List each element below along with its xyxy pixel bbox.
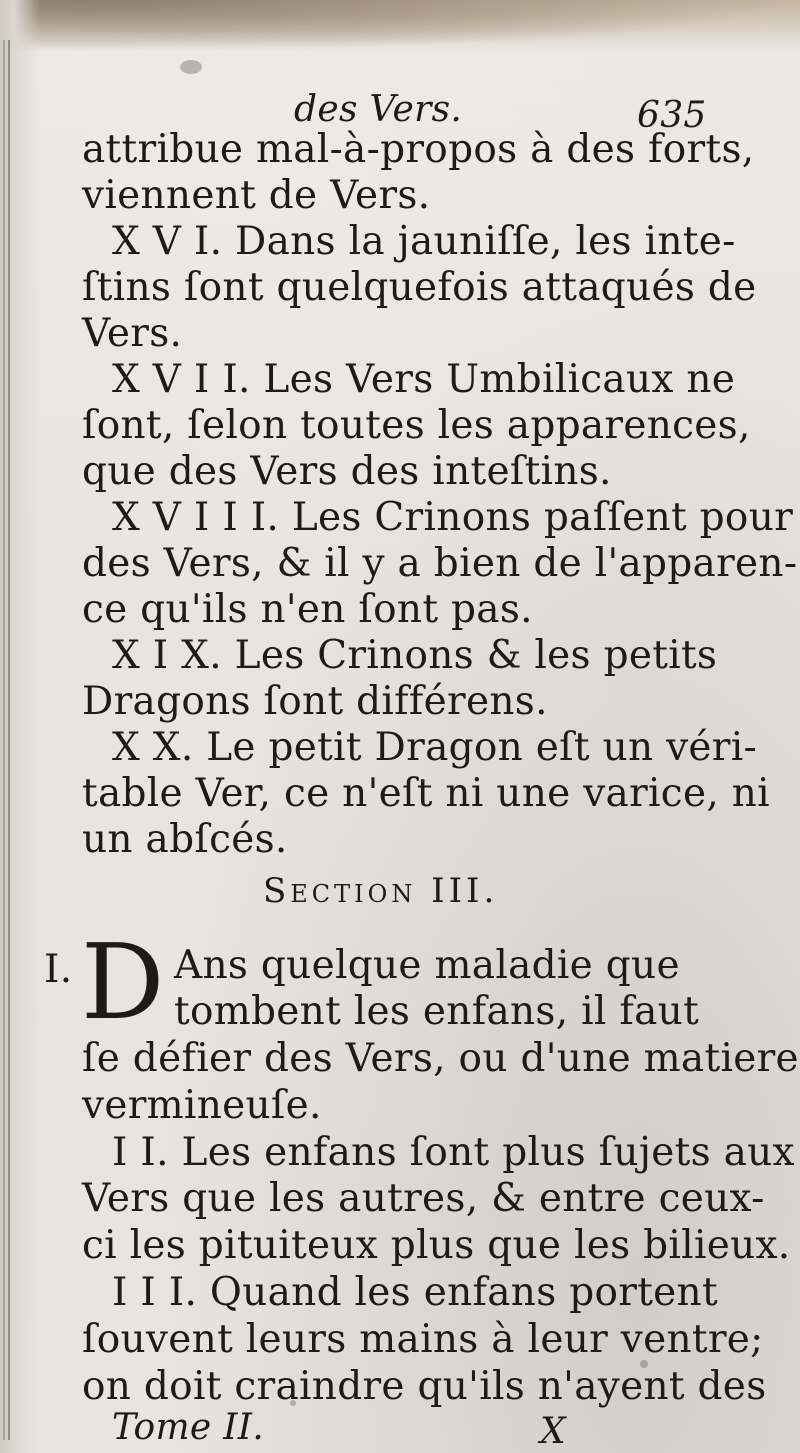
text-line: viennent de Vers. bbox=[82, 173, 431, 218]
text-line: ſouvent leurs mains à leur ventre; bbox=[82, 1317, 764, 1362]
text-line: X X. Le petit Dragon eſt un véri- bbox=[112, 725, 758, 770]
text-line: on doit craindre qu'ils n'ayent des bbox=[82, 1364, 767, 1409]
text-line: Dragons ſont différens. bbox=[82, 679, 548, 724]
text-line: ſont, ſelon toutes les apparences, bbox=[82, 403, 751, 448]
text-line: ce qu'ils n'en ſont pas. bbox=[82, 587, 533, 632]
text-line: table Ver, ce n'eſt ni une varice, ni bbox=[82, 771, 770, 816]
running-title: des Vers. bbox=[294, 89, 463, 130]
text-line: X V I I I. Les Crinons paſſent pour bbox=[112, 495, 794, 540]
text-line: ſtins ſont quelquefois attaqués de bbox=[82, 265, 757, 310]
text-line: ci les pituiteux plus que les bilieux. bbox=[82, 1223, 791, 1268]
drop-cap: D bbox=[81, 921, 165, 1043]
text-line: Vers que les autres, & entre ceux- bbox=[82, 1176, 765, 1221]
text-line: un abſcés. bbox=[82, 817, 288, 862]
text-line: Vers. bbox=[82, 311, 183, 356]
text-line: X I X. Les Crinons & les petits bbox=[112, 633, 718, 678]
text-line: Ans quelque maladie que bbox=[174, 943, 680, 988]
text-line: X V I I. Les Vers Umbilicaux ne bbox=[112, 357, 736, 402]
text-line: I I. Les enfans ſont plus ſujets aux bbox=[112, 1130, 795, 1175]
text-line: tombent les enfans, il faut bbox=[174, 989, 700, 1034]
signature-mark: X bbox=[540, 1411, 566, 1452]
text-line: X V I. Dans la jauniſſe, les inte- bbox=[112, 219, 736, 264]
paragraph-numeral: I. bbox=[44, 947, 73, 992]
section-heading: Section III. bbox=[263, 871, 499, 911]
text-line: que des Vers des inteſtins. bbox=[82, 449, 612, 494]
page-number: 635 bbox=[637, 95, 707, 136]
text-line: I I I. Quand les enfans portent bbox=[112, 1270, 718, 1315]
text-line: attribue mal-à-propos à des forts, bbox=[82, 127, 755, 172]
text-line: vermineuſe. bbox=[82, 1083, 322, 1128]
text-line: des Vers, & il y a bien de l'apparen- bbox=[82, 541, 798, 586]
text-line: ſe défier des Vers, ou d'une matiere bbox=[82, 1036, 799, 1081]
volume-marker: Tome II. bbox=[112, 1407, 265, 1448]
